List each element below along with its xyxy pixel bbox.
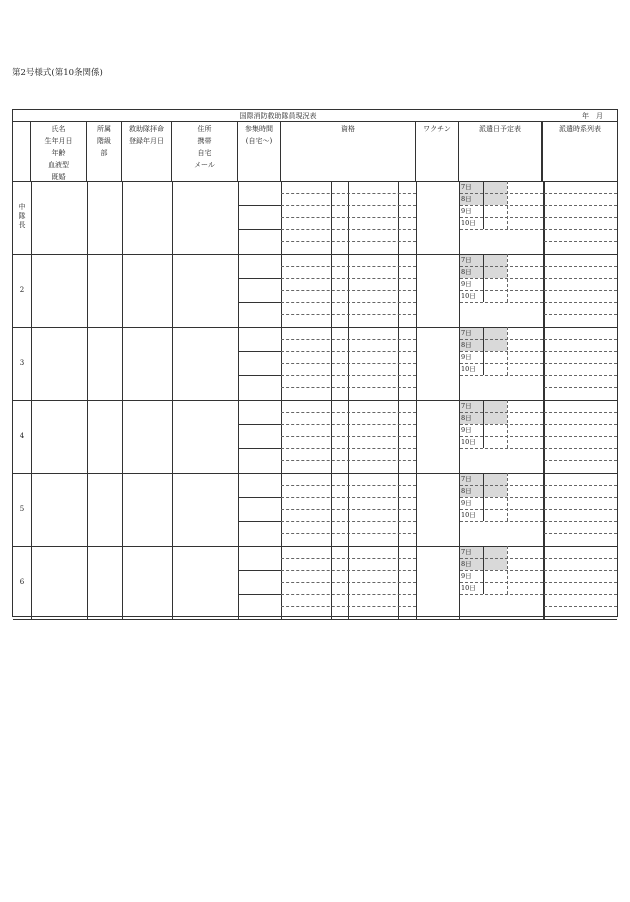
header-dispatch-timeline	[543, 121, 617, 181]
schedule-day-divider	[507, 181, 508, 229]
member-status-table	[12, 109, 618, 617]
schedule-day-divider	[507, 546, 508, 594]
schedule-day-label: 9日	[461, 280, 472, 288]
schedule-dashed-line	[460, 290, 543, 291]
qualification-dashed-line	[281, 217, 416, 218]
column-divider	[238, 546, 239, 619]
schedule-dashed-line	[460, 363, 543, 364]
qualification-dashed-line	[281, 193, 416, 194]
schedule-dashed-line	[460, 278, 543, 279]
timeline-dashed-line	[544, 375, 617, 376]
row-divider	[13, 327, 617, 328]
schedule-day-label: 9日	[461, 426, 472, 434]
schedule-day-divider	[483, 546, 484, 594]
header-bloodtype-line: 血液型	[48, 161, 69, 169]
schedule-dashed-line	[460, 266, 543, 267]
header-vaccine	[416, 121, 459, 181]
assembly-subrow-line	[238, 594, 281, 595]
column-divider	[416, 400, 417, 473]
column-divider	[122, 254, 123, 327]
assembly-subrow-line	[238, 448, 281, 449]
schedule-dashed-line	[460, 558, 543, 559]
schedule-day-label: 10日	[461, 438, 476, 446]
column-divider	[416, 473, 417, 546]
member-row-label-char: 中	[18, 203, 26, 211]
assembly-subrow-line	[238, 351, 281, 352]
column-divider	[87, 254, 88, 327]
column-divider	[122, 181, 123, 254]
column-divider	[87, 400, 88, 473]
qualification-dashed-line	[281, 594, 416, 595]
column-divider	[238, 254, 239, 327]
column-divider	[416, 546, 417, 619]
timeline-dashed-line	[544, 485, 617, 486]
schedule-dashed-line	[460, 497, 543, 498]
schedule-dashed-line	[460, 375, 543, 376]
schedule-dashed-line	[460, 521, 543, 522]
column-divider	[172, 254, 173, 327]
header-dispatch-schedule	[459, 121, 543, 181]
schedule-dashed-line	[460, 570, 543, 571]
timeline-dashed-line	[544, 606, 617, 607]
timeline-dashed-line	[544, 302, 617, 303]
member-row-label	[13, 203, 31, 230]
column-divider	[416, 181, 417, 254]
timeline-dashed-line	[544, 436, 617, 437]
column-divider	[31, 254, 32, 327]
schedule-day-label: 8日	[461, 195, 472, 203]
schedule-day-divider	[507, 327, 508, 375]
timeline-dashed-line	[544, 570, 617, 571]
schedule-dashed-line	[460, 205, 543, 206]
header-qualification-text: 資格	[341, 125, 355, 133]
member-row-label: 3	[19, 359, 25, 367]
column-divider	[87, 546, 88, 619]
schedule-day-divider	[483, 327, 484, 375]
header-dispatch-schedule-text: 派遣日予定表	[479, 125, 521, 133]
schedule-dashed-line	[460, 509, 543, 510]
assembly-subrow-line	[238, 521, 281, 522]
qualification-dashed-line	[281, 582, 416, 583]
schedule-day-divider	[507, 254, 508, 302]
schedule-day-label: 10日	[461, 511, 476, 519]
column-divider	[238, 400, 239, 473]
column-divider	[238, 473, 239, 546]
column-divider	[172, 400, 173, 473]
schedule-day-label: 10日	[461, 292, 476, 300]
member-row-label: 2	[19, 286, 25, 294]
schedule-day-divider	[483, 473, 484, 521]
timeline-dashed-line	[544, 497, 617, 498]
qualification-dashed-line	[281, 606, 416, 607]
column-divider	[87, 473, 88, 546]
schedule-dashed-line	[460, 594, 543, 595]
column-divider	[172, 327, 173, 400]
assembly-subrow-line	[238, 497, 281, 498]
timeline-dashed-line	[544, 412, 617, 413]
schedule-dashed-line	[460, 436, 543, 437]
column-divider	[87, 327, 88, 400]
header-appointment	[122, 121, 172, 181]
schedule-dashed-line	[460, 217, 543, 218]
schedule-dashed-line	[460, 339, 543, 340]
schedule-day-divider	[507, 400, 508, 448]
timeline-dashed-line	[544, 509, 617, 510]
qualification-dashed-line	[281, 521, 416, 522]
schedule-day-label: 7日	[461, 402, 472, 410]
column-divider	[172, 546, 173, 619]
schedule-day-label: 8日	[461, 268, 472, 276]
schedule-dashed-line	[460, 448, 543, 449]
row-divider	[13, 254, 617, 255]
column-divider	[31, 327, 32, 400]
header-name	[31, 121, 87, 181]
timeline-dashed-line	[544, 339, 617, 340]
column-divider	[416, 254, 417, 327]
column-divider	[31, 473, 32, 546]
qualification-dashed-line	[281, 339, 416, 340]
header-contact	[172, 121, 238, 181]
assembly-subrow-line	[238, 424, 281, 425]
table-title: 国際消防救助隊員現況表	[239, 112, 317, 120]
header-email-line: メール	[194, 161, 215, 169]
row-divider	[13, 619, 617, 620]
assembly-subrow-line	[238, 205, 281, 206]
schedule-dashed-line	[460, 424, 543, 425]
qualification-dashed-line	[281, 290, 416, 291]
schedule-day-label: 8日	[461, 487, 472, 495]
header-bottom-rule	[13, 181, 617, 182]
schedule-dashed-line	[460, 351, 543, 352]
column-divider	[172, 473, 173, 546]
row-divider	[13, 473, 617, 474]
qualification-dashed-line	[281, 314, 416, 315]
qualification-dashed-line	[281, 460, 416, 461]
header-mobile-line: 携帯	[197, 137, 212, 145]
qualification-dashed-line	[281, 387, 416, 388]
timeline-dashed-line	[544, 229, 617, 230]
qualification-dashed-line	[281, 229, 416, 230]
schedule-day-label: 8日	[461, 560, 472, 568]
header-assembly-line: 参集時間	[245, 125, 273, 133]
qualification-dashed-line	[281, 424, 416, 425]
row-divider	[13, 400, 617, 401]
header-row-label	[13, 121, 31, 181]
timeline-dashed-line	[544, 594, 617, 595]
header-registration-line: 登録年月日	[129, 137, 164, 145]
schedule-day-label: 10日	[461, 219, 476, 227]
schedule-day-label: 7日	[461, 329, 472, 337]
qualification-dashed-line	[281, 278, 416, 279]
schedule-day-label: 10日	[461, 365, 476, 373]
schedule-day-label: 8日	[461, 341, 472, 349]
schedule-dashed-line	[460, 229, 543, 230]
member-row-label-char: 長	[18, 221, 26, 229]
qualification-dashed-line	[281, 558, 416, 559]
timeline-dashed-line	[544, 241, 617, 242]
header-rank-line: 階級	[97, 137, 111, 145]
qualification-dashed-line	[281, 533, 416, 534]
qualification-dashed-line	[281, 509, 416, 510]
timeline-dashed-line	[544, 290, 617, 291]
header-dispatch-timeline-text: 派遣時系列表	[559, 125, 601, 133]
schedule-dashed-line	[460, 412, 543, 413]
schedule-day-label: 7日	[461, 475, 472, 483]
column-divider	[238, 181, 239, 254]
qualification-dashed-line	[281, 363, 416, 364]
assembly-subrow-line	[238, 229, 281, 230]
assembly-subrow-line	[238, 278, 281, 279]
qualification-dashed-line	[281, 266, 416, 267]
qualification-dashed-line	[281, 570, 416, 571]
qualification-dashed-line	[281, 351, 416, 352]
schedule-day-label: 8日	[461, 414, 472, 422]
qualification-dashed-line	[281, 375, 416, 376]
timeline-dashed-line	[544, 448, 617, 449]
header-assembly	[238, 121, 281, 181]
qualification-dashed-line	[281, 448, 416, 449]
header-married-line: 既婚	[51, 173, 66, 181]
timeline-dashed-line	[544, 314, 617, 315]
schedule-day-divider	[483, 181, 484, 229]
timeline-dashed-line	[544, 266, 617, 267]
schedule-day-label: 9日	[461, 353, 472, 361]
timeline-dashed-line	[544, 558, 617, 559]
timeline-dashed-line	[544, 217, 617, 218]
column-divider	[31, 546, 32, 619]
schedule-day-label: 9日	[461, 207, 472, 215]
schedule-dashed-line	[460, 485, 543, 486]
timeline-dashed-line	[544, 205, 617, 206]
timeline-dashed-line	[544, 278, 617, 279]
header-dept-line: 部	[100, 149, 108, 157]
member-row-label: 5	[19, 505, 25, 513]
schedule-day-divider	[507, 473, 508, 521]
qualification-dashed-line	[281, 436, 416, 437]
schedule-day-label: 9日	[461, 572, 472, 580]
header-appointment-line: 救助隊拝命	[129, 125, 164, 133]
timeline-dashed-line	[544, 387, 617, 388]
column-divider	[31, 400, 32, 473]
form-caption: 第2号様式(第10条関係)	[12, 68, 103, 78]
header-assembly-sub-line: (自宅〜)	[245, 137, 273, 145]
column-divider	[87, 181, 88, 254]
row-divider	[13, 546, 617, 547]
header-affiliation	[87, 121, 122, 181]
header-home-line: 自宅	[197, 149, 212, 157]
header-address-line: 住所	[197, 125, 212, 133]
schedule-dashed-line	[460, 302, 543, 303]
header-name-line: 氏名	[51, 125, 66, 133]
assembly-subrow-line	[238, 302, 281, 303]
header-birthdate-line: 生年月日	[44, 137, 73, 145]
column-divider	[122, 400, 123, 473]
schedule-day-label: 7日	[461, 256, 472, 264]
header-qualification	[281, 121, 416, 181]
timeline-dashed-line	[544, 582, 617, 583]
timeline-dashed-line	[544, 521, 617, 522]
timeline-dashed-line	[544, 351, 617, 352]
qualification-dashed-line	[281, 302, 416, 303]
column-divider	[122, 327, 123, 400]
member-row-label: 4	[19, 432, 25, 440]
schedule-day-divider	[483, 400, 484, 448]
member-row-label-char: 隊	[18, 212, 26, 220]
timeline-dashed-line	[544, 363, 617, 364]
column-divider	[416, 327, 417, 400]
qualification-dashed-line	[281, 485, 416, 486]
qualification-dashed-line	[281, 497, 416, 498]
member-row-label: 6	[19, 578, 25, 586]
schedule-dashed-line	[460, 193, 543, 194]
qualification-dashed-line	[281, 412, 416, 413]
header-affiliation-line: 所属	[97, 125, 111, 133]
column-divider	[172, 181, 173, 254]
qualification-dashed-line	[281, 205, 416, 206]
column-divider	[122, 473, 123, 546]
schedule-dashed-line	[460, 582, 543, 583]
timeline-dashed-line	[544, 424, 617, 425]
assembly-subrow-line	[238, 375, 281, 376]
header-age-line: 年齢	[51, 149, 66, 157]
column-divider	[238, 327, 239, 400]
timeline-dashed-line	[544, 533, 617, 534]
qualification-dashed-line	[281, 241, 416, 242]
schedule-day-label: 7日	[461, 548, 472, 556]
assembly-subrow-line	[238, 570, 281, 571]
schedule-day-label: 7日	[461, 183, 472, 191]
timeline-dashed-line	[544, 460, 617, 461]
timeline-dashed-line	[544, 193, 617, 194]
schedule-day-divider	[483, 254, 484, 302]
year-month-label: 年 月	[582, 112, 603, 120]
header-vaccine-text: ワクチン	[423, 125, 451, 133]
column-divider	[122, 546, 123, 619]
column-divider	[31, 181, 32, 254]
schedule-day-label: 10日	[461, 584, 476, 592]
schedule-day-label: 9日	[461, 499, 472, 507]
